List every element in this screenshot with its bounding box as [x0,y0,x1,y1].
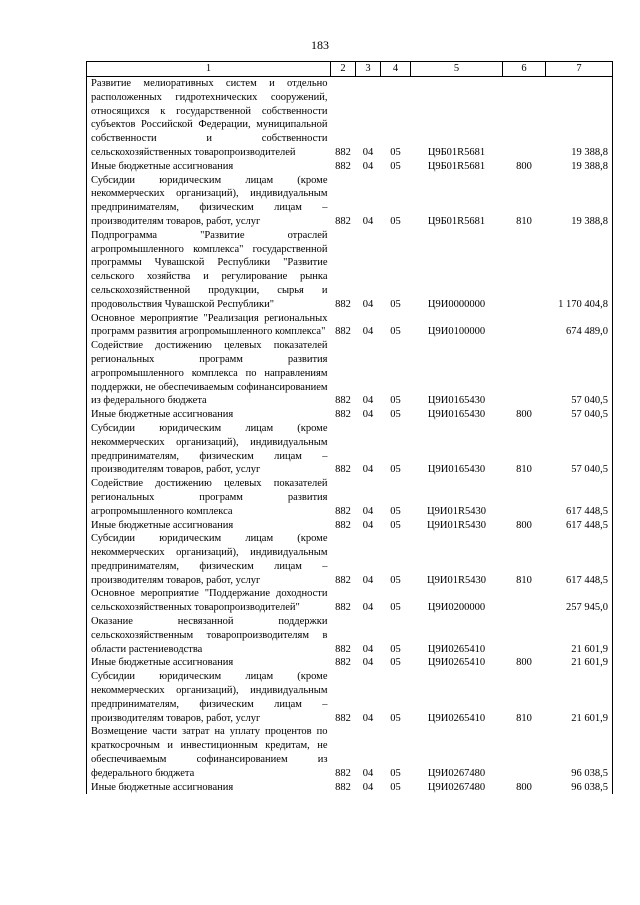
target-article-code: Ц9И0267480 [427,767,486,779]
subsection-code: 05 [390,326,401,338]
subsection-code: 05 [390,657,401,669]
table-row [87,229,613,312]
expense-type-code [503,77,546,160]
item-name: Основное мероприятие "Реализация региональных программ развития агропромышленного комплекса" [87,312,331,340]
amount: 21 601,9 [546,656,613,670]
table-row [87,339,613,408]
subsection-code: 05 [390,602,401,614]
ministry-code: 882 [335,464,351,476]
ministry-code: 882 [335,574,351,586]
item-name: Возмещение части затрат на уплату процентов по краткосрочным и инвестиционным кредитам, не обеспечиваемым софинансированием из федерального бюджета [87,725,331,780]
expense-type-code [503,615,546,656]
item-name: Подпрограмма "Развитие отраслей агропромышленного комплекса" государственной программы Чувашской Республики "Развитие сельского хозяйства и регулирование рынка сельскохозяйственной продукции, сырья и продовольствия Чувашской Республики" [87,229,331,312]
section-code: 04 [362,643,374,655]
item-name: Иные бюджетные ассигнования [87,408,331,422]
table-row [87,781,613,795]
section-code: 04 [362,146,374,158]
table-row [87,422,613,477]
amount: 96 038,5 [546,725,613,780]
section-code: 04 [362,160,374,172]
expense-type-code [503,725,546,780]
amount: 96 038,5 [546,781,613,795]
expense-type-code: 800 [516,160,532,172]
table-header-row [87,62,613,77]
target-article-code: Ц9И0265410 [427,643,486,655]
ministry-code: 882 [335,215,351,227]
table-row [87,174,613,229]
section-code: 04 [362,657,374,669]
ministry-code: 882 [335,519,351,531]
target-article-code: Ц9Б01R5681 [427,160,486,172]
section-code: 04 [362,395,374,407]
amount: 19 388,8 [546,160,613,174]
target-article-code: Ц9И0000000 [427,298,486,310]
section-code: 04 [362,505,374,517]
column-header: 2 [331,62,356,77]
target-article-code: Ц9И0165430 [427,464,486,476]
ministry-code: 882 [335,160,351,172]
section-code: 04 [362,326,374,338]
expense-type-code: 800 [516,781,532,793]
column-header: 7 [546,62,613,77]
amount: 674 489,0 [546,312,613,340]
column-header: 6 [503,62,546,77]
amount: 19 388,8 [546,174,613,229]
ministry-code: 882 [335,146,351,158]
ministry-code: 882 [335,767,351,779]
ministry-code: 882 [335,712,351,724]
target-article-code: Ц9И0100000 [427,326,486,338]
section-code: 04 [362,464,374,476]
amount: 617 448,5 [546,532,613,587]
expense-type-code [503,312,546,340]
target-article-code: Ц9Б01R5681 [427,215,486,227]
table-row [87,587,613,615]
target-article-code: Ц9И01R5430 [427,574,486,586]
expense-type-code [503,477,546,518]
target-article-code: Ц9И01R5430 [427,505,486,517]
ministry-code: 882 [335,643,351,655]
section-code: 04 [362,781,374,793]
budget-table [86,61,613,794]
table-row [87,519,613,533]
section-code: 04 [362,602,374,614]
subsection-code: 05 [390,767,401,779]
amount: 617 448,5 [546,477,613,518]
ministry-code: 882 [335,326,351,338]
expense-type-code [503,587,546,615]
section-code: 04 [362,298,374,310]
column-header: 1 [87,62,331,77]
item-name: Иные бюджетные ассигнования [87,519,331,533]
section-code: 04 [362,409,374,421]
subsection-code: 05 [390,519,401,531]
subsection-code: 05 [390,464,401,476]
table-row [87,532,613,587]
page-number: 183 [311,38,329,52]
subsection-code: 05 [390,574,401,586]
expense-type-code: 810 [516,712,532,724]
amount: 57 040,5 [546,408,613,422]
target-article-code: Ц9И0265410 [427,712,486,724]
column-header: 4 [381,62,411,77]
section-code: 04 [362,767,374,779]
item-name: Иные бюджетные ассигнования [87,656,331,670]
target-article-code: Ц9И0200000 [427,602,486,614]
amount: 57 040,5 [546,422,613,477]
table-row [87,656,613,670]
table-row [87,77,613,160]
target-article-code: Ц9И01R5430 [427,519,486,531]
subsection-code: 05 [390,781,401,793]
expense-type-code: 810 [516,574,532,586]
section-code: 04 [362,519,374,531]
item-name: Иные бюджетные ассигнования [87,160,331,174]
column-header: 5 [411,62,503,77]
amount: 257 945,0 [546,587,613,615]
target-article-code: Ц9И0165430 [427,395,486,407]
subsection-code: 05 [390,160,401,172]
section-code: 04 [362,215,374,227]
item-name: Содействие достижению целевых показателей региональных программ развития агропромышленного комплекса по направлениям поддержки, не обеспечиваемым софинансированием из федерального бюджета [87,339,331,408]
table-row [87,160,613,174]
expense-type-code [503,339,546,408]
ministry-code: 882 [335,298,351,310]
amount: 57 040,5 [546,339,613,408]
table-row [87,670,613,725]
expense-type-code [503,229,546,312]
table-row [87,408,613,422]
subsection-code: 05 [390,395,401,407]
amount: 21 601,9 [546,615,613,656]
item-name: Субсидии юридическим лицам (кроме некоммерческих организаций), индивидуальным предпринимателям, физическим лицам – производителям товаров, работ, услуг [87,532,331,587]
item-name: Субсидии юридическим лицам (кроме некоммерческих организаций), индивидуальным предпринимателям, физическим лицам – производителям товаров, работ, услуг [87,670,331,725]
target-article-code: Ц9И0265410 [427,657,486,669]
ministry-code: 882 [335,781,351,793]
item-name: Субсидии юридическим лицам (кроме некоммерческих организаций), индивидуальным предпринимателям, физическим лицам – производителям товаров, работ, услуг [87,422,331,477]
item-name: Оказание несвязанной поддержки сельскохозяйственным товаропроизводителям в области растениеводства [87,615,331,656]
column-header: 3 [356,62,381,77]
table-row [87,615,613,656]
subsection-code: 05 [390,505,401,517]
section-code: 04 [362,574,374,586]
item-name: Иные бюджетные ассигнования [87,781,331,795]
subsection-code: 05 [390,146,401,158]
target-article-code: Ц9Б01R5681 [427,146,486,158]
amount: 19 388,8 [546,77,613,160]
ministry-code: 882 [335,602,351,614]
subsection-code: 05 [390,298,401,310]
item-name: Развитие мелиоративных систем и отдельно расположенных гидротехнических сооружений, относящихся к государственной собственности субъектов Российской Федерации, муниципальной собственности и собственности сельскохозяйственных товаропроизводителей [87,77,331,160]
table-row [87,477,613,518]
ministry-code: 882 [335,505,351,517]
expense-type-code: 800 [516,519,532,531]
amount: 1 170 404,8 [546,229,613,312]
target-article-code: Ц9И0267480 [427,781,486,793]
expense-type-code: 810 [516,464,532,476]
subsection-code: 05 [390,712,401,724]
subsection-code: 05 [390,643,401,655]
table-row [87,312,613,340]
item-name: Содействие достижению целевых показателей региональных программ развития агропромышленного комплекса [87,477,331,518]
expense-type-code: 810 [516,215,532,227]
expense-type-code: 800 [516,409,532,421]
target-article-code: Ц9И0165430 [427,409,486,421]
ministry-code: 882 [335,395,351,407]
amount: 21 601,9 [546,670,613,725]
item-name: Субсидии юридическим лицам (кроме некоммерческих организаций), индивидуальным предпринимателям, физическим лицам – производителям товаров, работ, услуг [87,174,331,229]
section-code: 04 [362,712,374,724]
ministry-code: 882 [335,657,351,669]
table-row [87,725,613,780]
amount: 617 448,5 [546,519,613,533]
subsection-code: 05 [390,409,401,421]
subsection-code: 05 [390,215,401,227]
ministry-code: 882 [335,409,351,421]
expense-type-code: 800 [516,657,532,669]
item-name: Основное мероприятие "Поддержание доходности сельскохозяйственных товаропроизводителей" [87,587,331,615]
